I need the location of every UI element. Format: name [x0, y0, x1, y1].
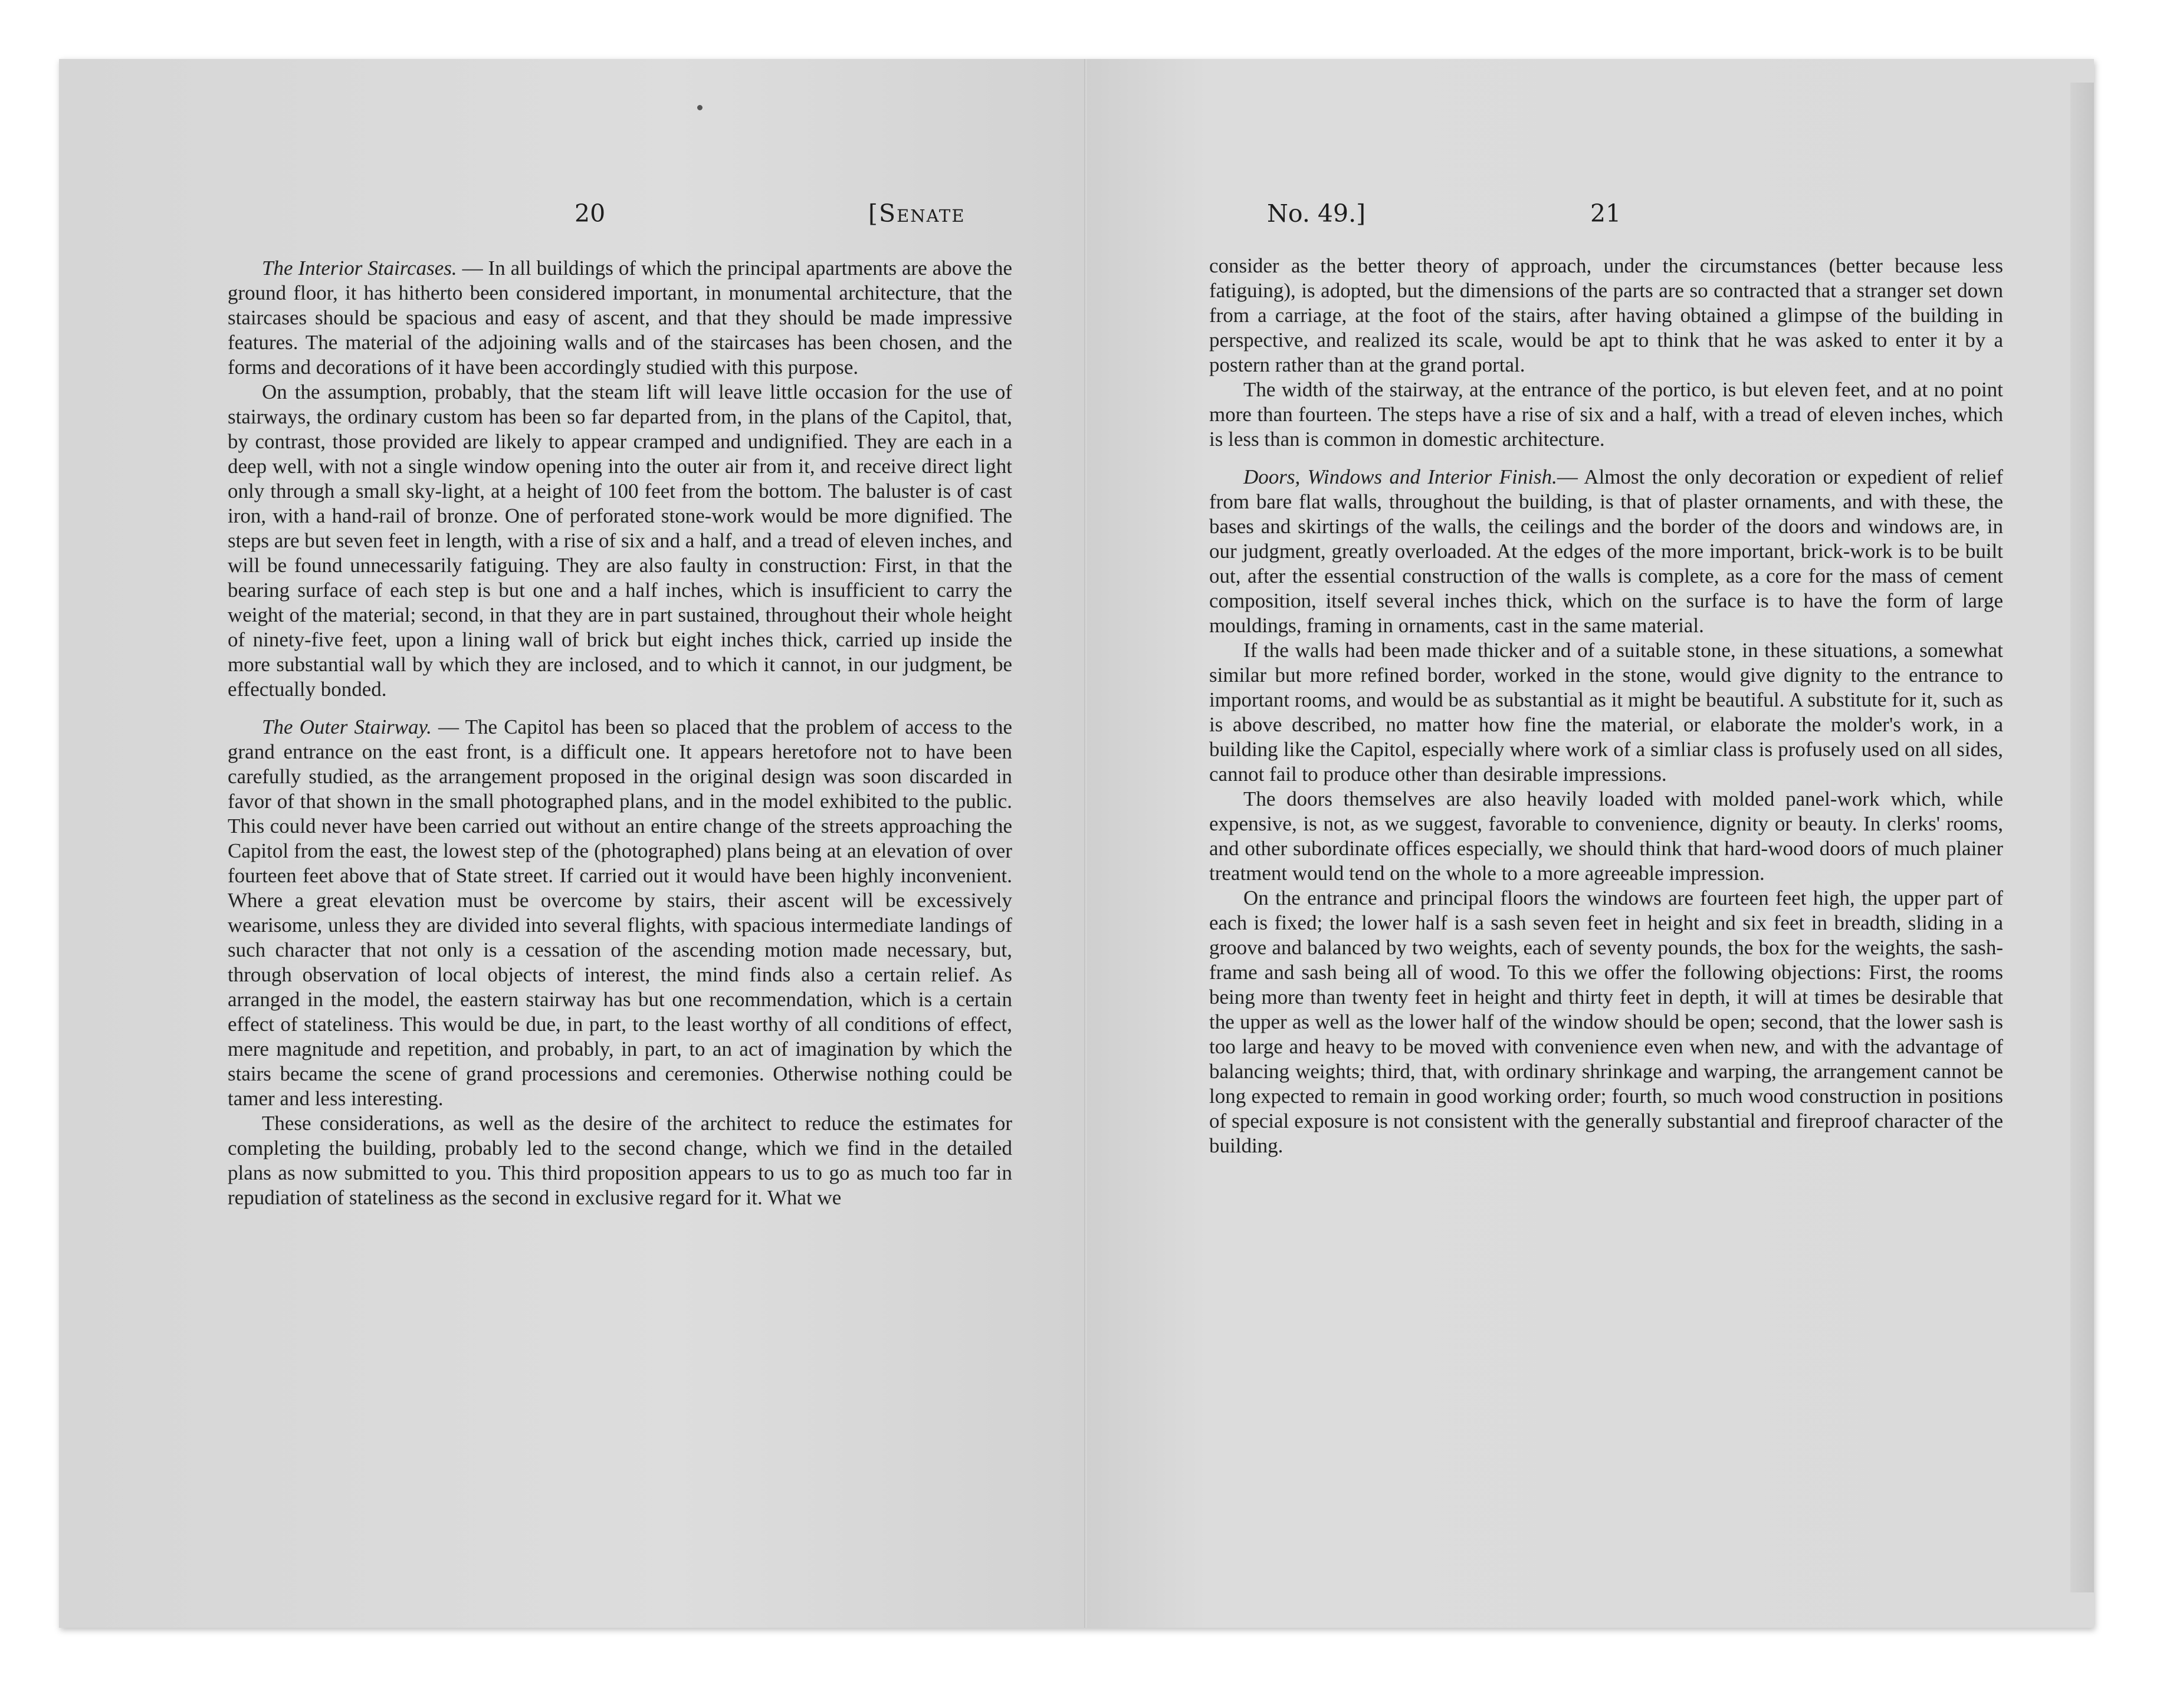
section-title: The Outer Stairway.: [262, 715, 432, 738]
section-title: The Interior Staircases.: [262, 257, 457, 280]
left-page: [59, 59, 1086, 1628]
paragraph-text: These considerations, as well as the desire of the architect to reduce the estimates for completing the building, probably led to the second change, which we find in the detailed plans as now submitted to you. This third proposition appears to us to go as much too far in repudiation of stateliness as the second in exclusive regard for it. What we: [228, 1112, 1012, 1209]
paragraph: [1209, 787, 2003, 886]
paragraph: [1209, 254, 2003, 377]
paragraph-text: consider as the better theory of approach, under the circumstances (better because less fatiguing), is adopted, but the dimensions of the parts are so contracted that a stranger set down from a carriage, at the foot of the stairs, after having obtained a glimpse of the building in perspective, and realized its scale, would be apt to think that he was asked to enter it by a postern rather than at the grand portal.: [1209, 254, 2003, 376]
section-title: Doors, Windows and Interior Finish.: [1243, 465, 1557, 488]
paragraph: [228, 715, 1012, 1111]
paragraph: [228, 256, 1012, 380]
paragraph-text: — The Capitol has been so placed that the problem of access to the grand entrance on the east front, is a difficult one. It appears heretofore not to have been carefully studied, as the arrangement proposed in the original design was soon discarded in favor of that shown in the small photographed plans, and in the model exhibited to the public. This could never have been carried out without an entire change of the streets approaching the Capitol from the east, the lowest step of the (photographed) plans being at an elevation of over fourteen feet above that of State street. If carried out it would have been highly inconvenient. Where a great elevation must be overcome by stairs, their ascent will be excessively wearisome, unless they are divided into several flights, with spacious intermediate landings of such character that not only is a cessation of the ascending motion made necessary, but, through observation of local objects of interest, the mind finds also a certain relief. As arranged in the model, the eastern stairway has but one recommendation, which is a certain effect of stateliness. This would be due, in part, to the least worthy of all conditions of effect, mere magnitude and repetition, and probably, in part, to an act of imagination by which the stairs became the scene of grand processions and ceremonies. Otherwise nothing could be tamer and less interesting.: [228, 715, 1012, 1110]
right-running-head: No. 49.]: [1267, 199, 1366, 228]
paragraph-text: The width of the stairway, at the entrance of the portico, is but eleven feet, and at no point more than fourteen. The steps have a rise of six and a half, with a tread of eleven inches, which is less than is common in domestic architecture.: [1209, 378, 2003, 451]
left-page-number: 20: [575, 199, 606, 228]
paragraph: [1209, 638, 2003, 787]
right-text-column: [1209, 254, 2003, 1158]
right-page-number: 21: [1590, 199, 1621, 228]
document-spread: [59, 59, 2094, 1628]
paragraph: [1209, 886, 2003, 1158]
paragraph: [228, 1111, 1012, 1210]
page-stack-edge: [2070, 83, 2094, 1592]
paragraph: [228, 380, 1012, 702]
paragraph-text: — In all buildings of which the principal apartments are above the ground floor, it has hitherto been considered important, in monumental architecture, that the staircases should be spacious and easy of ascent, and that they should be made impressive features. The material of the adjoining walls and of the staircases has been chosen, and the forms and decorations of it have been accordingly studied with this purpose.: [228, 257, 1012, 379]
paragraph-text: — Almost the only decoration or expedient of relief from bare flat walls, throughout the building, is that of plaster ornaments, and with these, the bases and skirtings of the walls, the ceilings and the border of the doors and windows are, in our judgment, greatly overloaded. At the edges of the more important, brick-work is to be built out, after the essential construction of the walls is complete, as a core for the mass of cement composition, itself several inches thick, which on the surface is to have the form of large mouldings, framing in ornaments, cast in the same material.: [1209, 465, 2003, 637]
paragraph-text: If the walls had been made thicker and of a suitable stone, in these situations, a somewhat similar but more refined border, worked in the stone, would give dignity to the entrance to important rooms, and would be as substantial as it might be beautiful. A substitute for it, such as is above described, no matter how fine the material, or elaborate the molder's work, in a building like the Capitol, especially where work of a simliar class is profusely used on all sides, cannot fail to produce other than desirable impressions.: [1209, 639, 2003, 786]
paragraph: [1209, 377, 2003, 452]
left-text-column: [228, 243, 1012, 1210]
paragraph-text: On the assumption, probably, that the steam lift will leave little occasion for the use of stairways, the ordinary custom has been so far departed from, in the plans of the Capitol, that, by contrast, those provided are likely to appear cramped and undignified. They are each in a deep well, with not a single window opening into the outer air from it, and receive direct light only through a small sky-light, at a height of 100 feet from the bottom. The baluster is of cast iron, with a hand-rail of bronze. One of perforated stone-work would be more dignified. The steps are but seven feet in length, with a rise of six and a half, and a tread of eleven inches, and will be found unnecessarily fatiguing. They are also faulty in construction: First, in that the bearing surface of each step is but one and a half inches, which is insufficient to carry the weight of the material; second, in that they are in part sustained, throughout their whole height of ninety-five feet, upon a lining wall of brick but eight inches thick, carried up inside the more substantial wall by which they are inclosed, and to which it cannot, in our judgment, be effectually bonded.: [228, 380, 1012, 701]
left-running-head: [Senate: [868, 199, 966, 228]
paragraph: [1209, 465, 2003, 638]
ink-speck: [697, 105, 703, 110]
paragraph-text: The doors themselves are also heavily loaded with molded panel-work which, while expensive, is not, as we suggest, favorable to convenience, dignity or beauty. In clerks' rooms, and other subordinate offices especially, we should think that hard-wood doors of much plainer treatment would tend on the whole to a more agreeable impression.: [1209, 787, 2003, 885]
paragraph-text: On the entrance and principal floors the windows are fourteen feet high, the upper part of each is fixed; the lower half is a sash seven feet in height and six feet in breadth, sliding in a groove and balanced by two weights, each of seventy pounds, the box for the weights, the sash-frame and sash being all of wood. To this we offer the following objections: First, the rooms being more than twenty feet in height and thirty feet in depth, it will at times be desirable that the upper as well as the lower half of the window should be open; second, that the lower sash is too large and heavy to be moved with convenience even when new, and with the advantage of balancing weights; third, that, with ordinary shrinkage and warping, the arrangement cannot be long expected to remain in good working order; fourth, so much wood construction in positions of special exposure is not consistent with the generally substantial and fireproof character of the building.: [1209, 886, 2003, 1157]
